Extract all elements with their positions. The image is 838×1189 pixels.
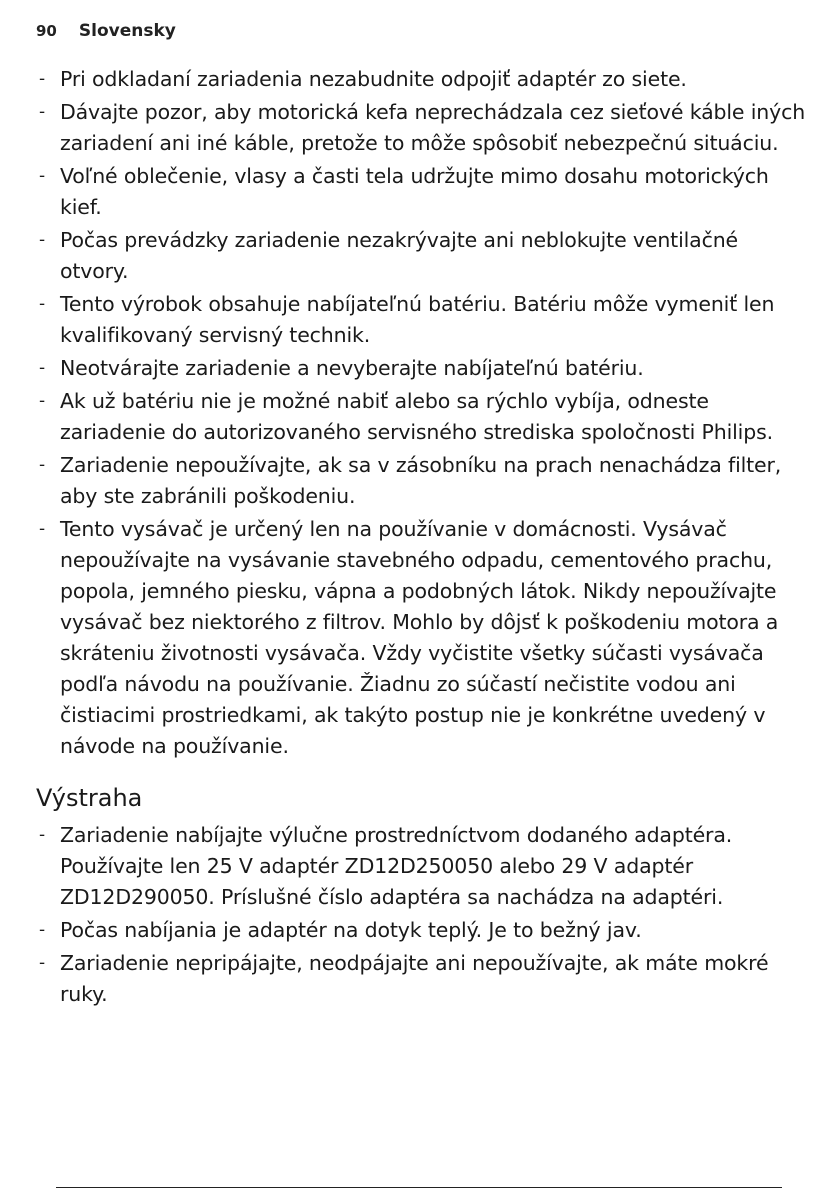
dash-bullet: - [39,953,45,973]
dash-bullet: - [39,102,45,122]
list-item [36,450,811,512]
list-item [36,948,811,1010]
list-item-text: Neotvárajte zariadenie a nevyberajte nabíjateľnú batériu. [60,356,644,380]
dash-bullet: - [39,519,45,539]
dash-bullet: - [39,166,45,186]
list-item-text: Tento výrobok obsahuje nabíjateľnú batériu. Batériu môže vymeniť len kvalifikovaný servisný technik. [60,292,775,347]
list-item-text: Počas nabíjania je adaptér na dotyk teplý. Je to bežný jav. [60,918,642,942]
page-content [36,64,811,1012]
list-item [36,915,811,946]
page-header [36,21,176,43]
list-item [36,64,811,95]
list-item-text: Ak už batériu nie je možné nabiť alebo sa rýchlo vybíja, odneste zariadenie do autorizovaného servisného strediska spoločnosti Philips. [60,389,773,444]
dash-bullet: - [39,920,45,940]
dash-bullet: - [39,294,45,314]
dash-bullet: - [39,825,45,845]
list-item-text: Dávajte pozor, aby motorická kefa neprechádzala cez sieťové káble iných zariadení ani iné káble, pretože to môže spôsobiť nebezpečnú situáciu. [60,100,806,155]
list-item-text: Tento vysávač je určený len na používanie v domácnosti. Vysávač nepoužívajte na vysávanie stavebného odpadu, cementového prachu, popola, jemného piesku, vápna a podobných látok. Nikdy nepoužívajte vysávač bez niektorého z filtrov. Mohlo by dôjsť k poškodeniu motora a skráteniu životnosti vysávača. Vždy vyčistite všetky súčasti vysávača podľa návodu na používanie. Žiadnu zo súčastí nečistite vodou ani čistiacimi prostriedkami, ak takýto postup nie je konkrétne uvedený v návode na používanie. [60,517,779,758]
list-item [36,386,811,448]
list-item [36,289,811,351]
dash-bullet: - [39,358,45,378]
list-item-text: Zariadenie nepoužívajte, ak sa v zásobníku na prach nenachádza filter, aby ste zabránili poškodeniu. [60,453,782,508]
list-item-text: Počas prevádzky zariadenie nezakrývajte ani neblokujte ventilačné otvory. [60,228,739,283]
dash-bullet: - [39,230,45,250]
list-item [36,353,811,384]
dash-bullet: - [39,455,45,475]
list-item-text: Zariadenie nabíjajte výlučne prostredníctvom dodaného adaptéra. Používajte len 25 V adaptér ZD12D250050 alebo 29 V adaptér ZD12D290050. Príslušné číslo adaptéra sa nachádza na adaptéri. [60,823,733,909]
list-item [36,820,811,913]
safety-list [36,64,811,762]
dash-bullet: - [39,69,45,89]
list-item [36,97,811,159]
footer-divider [56,1187,782,1188]
list-item-text: Pri odkladaní zariadenia nezabudnite odpojiť adaptér zo siete. [60,67,687,91]
warning-heading: Výstraha [36,784,143,812]
page-number: 90 [36,22,57,40]
list-item [36,225,811,287]
list-item-text: Zariadenie nepripájajte, neodpájajte ani nepoužívajte, ak máte mokré ruky. [60,951,769,1006]
list-item [36,161,811,223]
list-item [36,514,811,762]
dash-bullet: - [39,391,45,411]
list-item-text: Voľné oblečenie, vlasy a časti tela udržujte mimo dosahu motorických kief. [60,164,769,219]
warning-list [36,820,811,1010]
language-label: Slovensky [78,21,176,41]
